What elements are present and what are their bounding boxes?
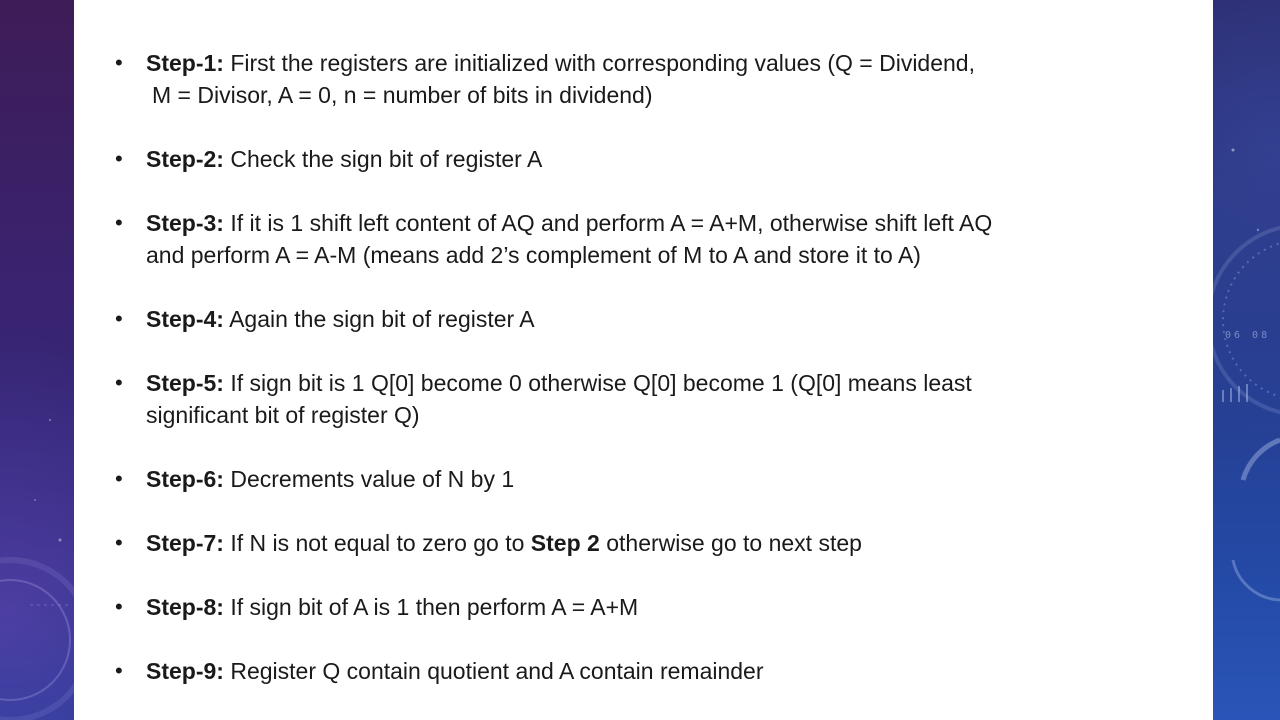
- right-decorative-panel: [1213, 0, 1280, 720]
- step-item-8: [74, 591, 1213, 623]
- step-item-4: [74, 303, 1213, 335]
- slide-content: [74, 0, 1213, 720]
- step-label: Step-5:: [146, 370, 224, 396]
- step-label: Step-7:: [146, 530, 224, 556]
- bullet-icon: •: [115, 466, 123, 491]
- step-text: If N is not equal to zero go to: [223, 530, 531, 556]
- step-text: Check the sign bit of register A: [223, 146, 543, 172]
- step-item-3: [74, 207, 1213, 271]
- step-text: If sign bit is 1 Q[0] become 0 otherwise Q[0] become 1 (Q[0] means least: [223, 370, 972, 396]
- step-item-7: [74, 527, 1213, 559]
- step-label: Step-9:: [146, 658, 224, 684]
- step-item-5: [74, 367, 1213, 431]
- step-item-9: [74, 655, 1213, 687]
- step-label: Step-1:: [146, 50, 224, 76]
- bullet-icon: •: [115, 50, 123, 75]
- steps-list: [74, 47, 1213, 719]
- bullet-icon: •: [115, 530, 123, 555]
- step-text-continued: significant bit of register Q): [146, 402, 420, 428]
- step-reference: Step 2: [530, 530, 600, 556]
- step-item-6: [74, 463, 1213, 495]
- left-decorative-panel: [0, 0, 74, 720]
- step-text-continued: and perform A = A-M (means add 2’s complement of M to A and store it to A): [146, 242, 921, 268]
- step-label: Step-8:: [146, 594, 224, 620]
- bullet-icon: •: [115, 594, 123, 619]
- bullet-icon: •: [115, 370, 123, 395]
- step-text: If it is 1 shift left content of AQ and perform A = A+M, otherwise shift left AQ: [223, 210, 993, 236]
- step-label: Step-4:: [146, 306, 224, 332]
- step-label: Step-6:: [146, 466, 224, 492]
- step-item-2: [74, 143, 1213, 175]
- bullet-icon: •: [115, 146, 123, 171]
- panel-digits: 06 08: [1225, 330, 1271, 341]
- step-text: Again the sign bit of register A: [223, 306, 535, 332]
- right-panel-ornament-icon: [1213, 0, 1280, 720]
- step-text-continued: M = Divisor, A = 0, n = number of bits in dividend): [152, 82, 653, 108]
- step-label: Step-3:: [146, 210, 224, 236]
- step-item-1: [74, 47, 1213, 111]
- step-text: Decrements value of N by 1: [223, 466, 515, 492]
- step-text-tail: otherwise go to next step: [599, 530, 862, 556]
- bullet-icon: •: [115, 210, 123, 235]
- bullet-icon: •: [115, 658, 123, 683]
- step-label: Step-2:: [146, 146, 224, 172]
- bullet-icon: •: [115, 306, 123, 331]
- step-text: Register Q contain quotient and A contain remainder: [223, 658, 764, 684]
- step-text: If sign bit of A is 1 then perform A = A+M: [223, 594, 639, 620]
- step-text: First the registers are initialized with corresponding values (Q = Dividend,: [223, 50, 975, 76]
- left-panel-ornament-icon: [0, 0, 74, 720]
